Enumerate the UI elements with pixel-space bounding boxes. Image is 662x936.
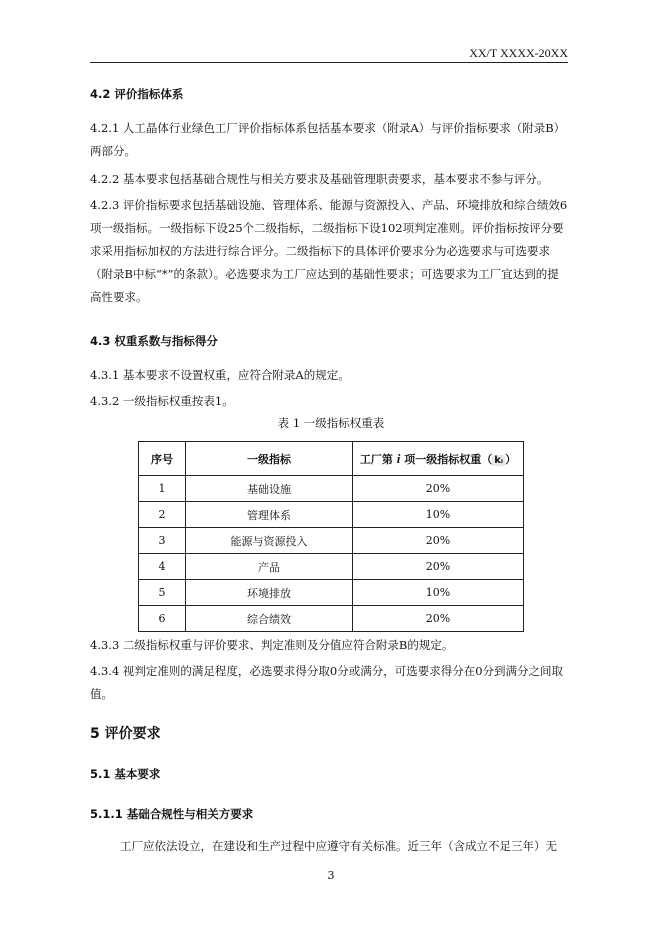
table-row	[139, 580, 524, 606]
section-5-1-1-title: 5.1.1 基础合规性与相关方要求	[90, 807, 254, 821]
page-number: 3	[327, 869, 335, 882]
weight-header-k: kᵢ	[494, 454, 504, 466]
cell-weight: 10%	[353, 502, 524, 528]
cell-name: 综合绩效	[186, 606, 353, 632]
cell-weight: 20%	[353, 606, 524, 632]
para-4-2-1: 4.2.1 人工晶体行业绿色工厂评价指标体系包括基本要求（附录A）与评价指标要求（附录B）两部分。	[90, 121, 566, 158]
cell-no: 6	[139, 606, 186, 632]
col-header-no: 序号	[139, 442, 186, 476]
weight-header-c: ）	[505, 452, 517, 466]
cell-no: 5	[139, 580, 186, 606]
cell-weight: 20%	[353, 528, 524, 554]
section-5-1-title: 5.1 基本要求	[90, 767, 161, 781]
section-4-2-title: 4.2 评价指标体系	[90, 87, 184, 101]
cell-no: 1	[139, 476, 186, 502]
table-row	[139, 476, 524, 502]
table-row	[139, 528, 524, 554]
para-5-1-1: 工厂应依法设立，在建设和生产过程中应遵守有关标准。近三年（含成立不足三年）无	[120, 839, 557, 853]
para-4-3-1: 4.3.1 基本要求不设置权重，应符合附录A的规定。	[90, 368, 350, 382]
table-header-row	[139, 442, 524, 476]
weight-header-i: i	[396, 450, 401, 466]
weight-table	[138, 441, 524, 632]
para-4-3-2: 4.3.2 一级指标权重按表1。	[90, 394, 234, 408]
section-5-title: 5 评价要求	[90, 726, 161, 742]
cell-name: 能源与资源投入	[186, 528, 353, 554]
cell-no: 2	[139, 502, 186, 528]
table-row	[139, 554, 524, 580]
doc-code: XX/T XXXX-20XX	[469, 46, 568, 60]
col-header-weight	[353, 442, 524, 476]
cell-name: 产品	[186, 554, 353, 580]
cell-name: 管理体系	[186, 502, 353, 528]
table-row	[139, 606, 524, 632]
para-4-2-3: 4.2.3 评价指标要求包括基础设施、管理体系、能源与资源投入、产品、环境排放和综合绩效6项一级指标。一级指标下设25个二级指标，二级指标下设102项判定准则。评价指标按评分要求采用指标加权的方法进行综合评分。二级指标下的具体评价要求分为必选要求与可选要求（附录B中标“*”的条款）。必选要求为工厂应达到的基础性要求；可选要求为工厂宜达到的提高性要求。	[90, 198, 568, 304]
cell-name: 基础设施	[186, 476, 353, 502]
table-row	[139, 502, 524, 528]
cell-no: 4	[139, 554, 186, 580]
weight-header-a: 工厂第	[359, 452, 397, 466]
cell-name: 环境排放	[186, 580, 353, 606]
cell-no: 3	[139, 528, 186, 554]
weight-header-b: 项一级指标权重（	[400, 452, 493, 466]
para-4-2-2: 4.2.2 基本要求包括基础合规性与相关方要求及基础管理职责要求，基本要求不参与评分。	[90, 172, 549, 186]
col-header-indicator: 一级指标	[186, 442, 353, 476]
cell-weight: 10%	[353, 580, 524, 606]
running-header	[90, 46, 568, 63]
para-4-3-4: 4.3.4 视判定准则的满足程度，必选要求得分取0分或满分，可选要求得分在0分到满分之间取值。	[90, 664, 564, 701]
section-4-3-title: 4.3 权重系数与指标得分	[90, 334, 218, 348]
cell-weight: 20%	[353, 476, 524, 502]
para-4-3-3: 4.3.3 二级指标权重与评价要求、判定准则及分值应符合附录B的规定。	[90, 638, 454, 652]
table-caption: 表 1 一级指标权重表	[277, 416, 385, 430]
cell-weight: 20%	[353, 554, 524, 580]
